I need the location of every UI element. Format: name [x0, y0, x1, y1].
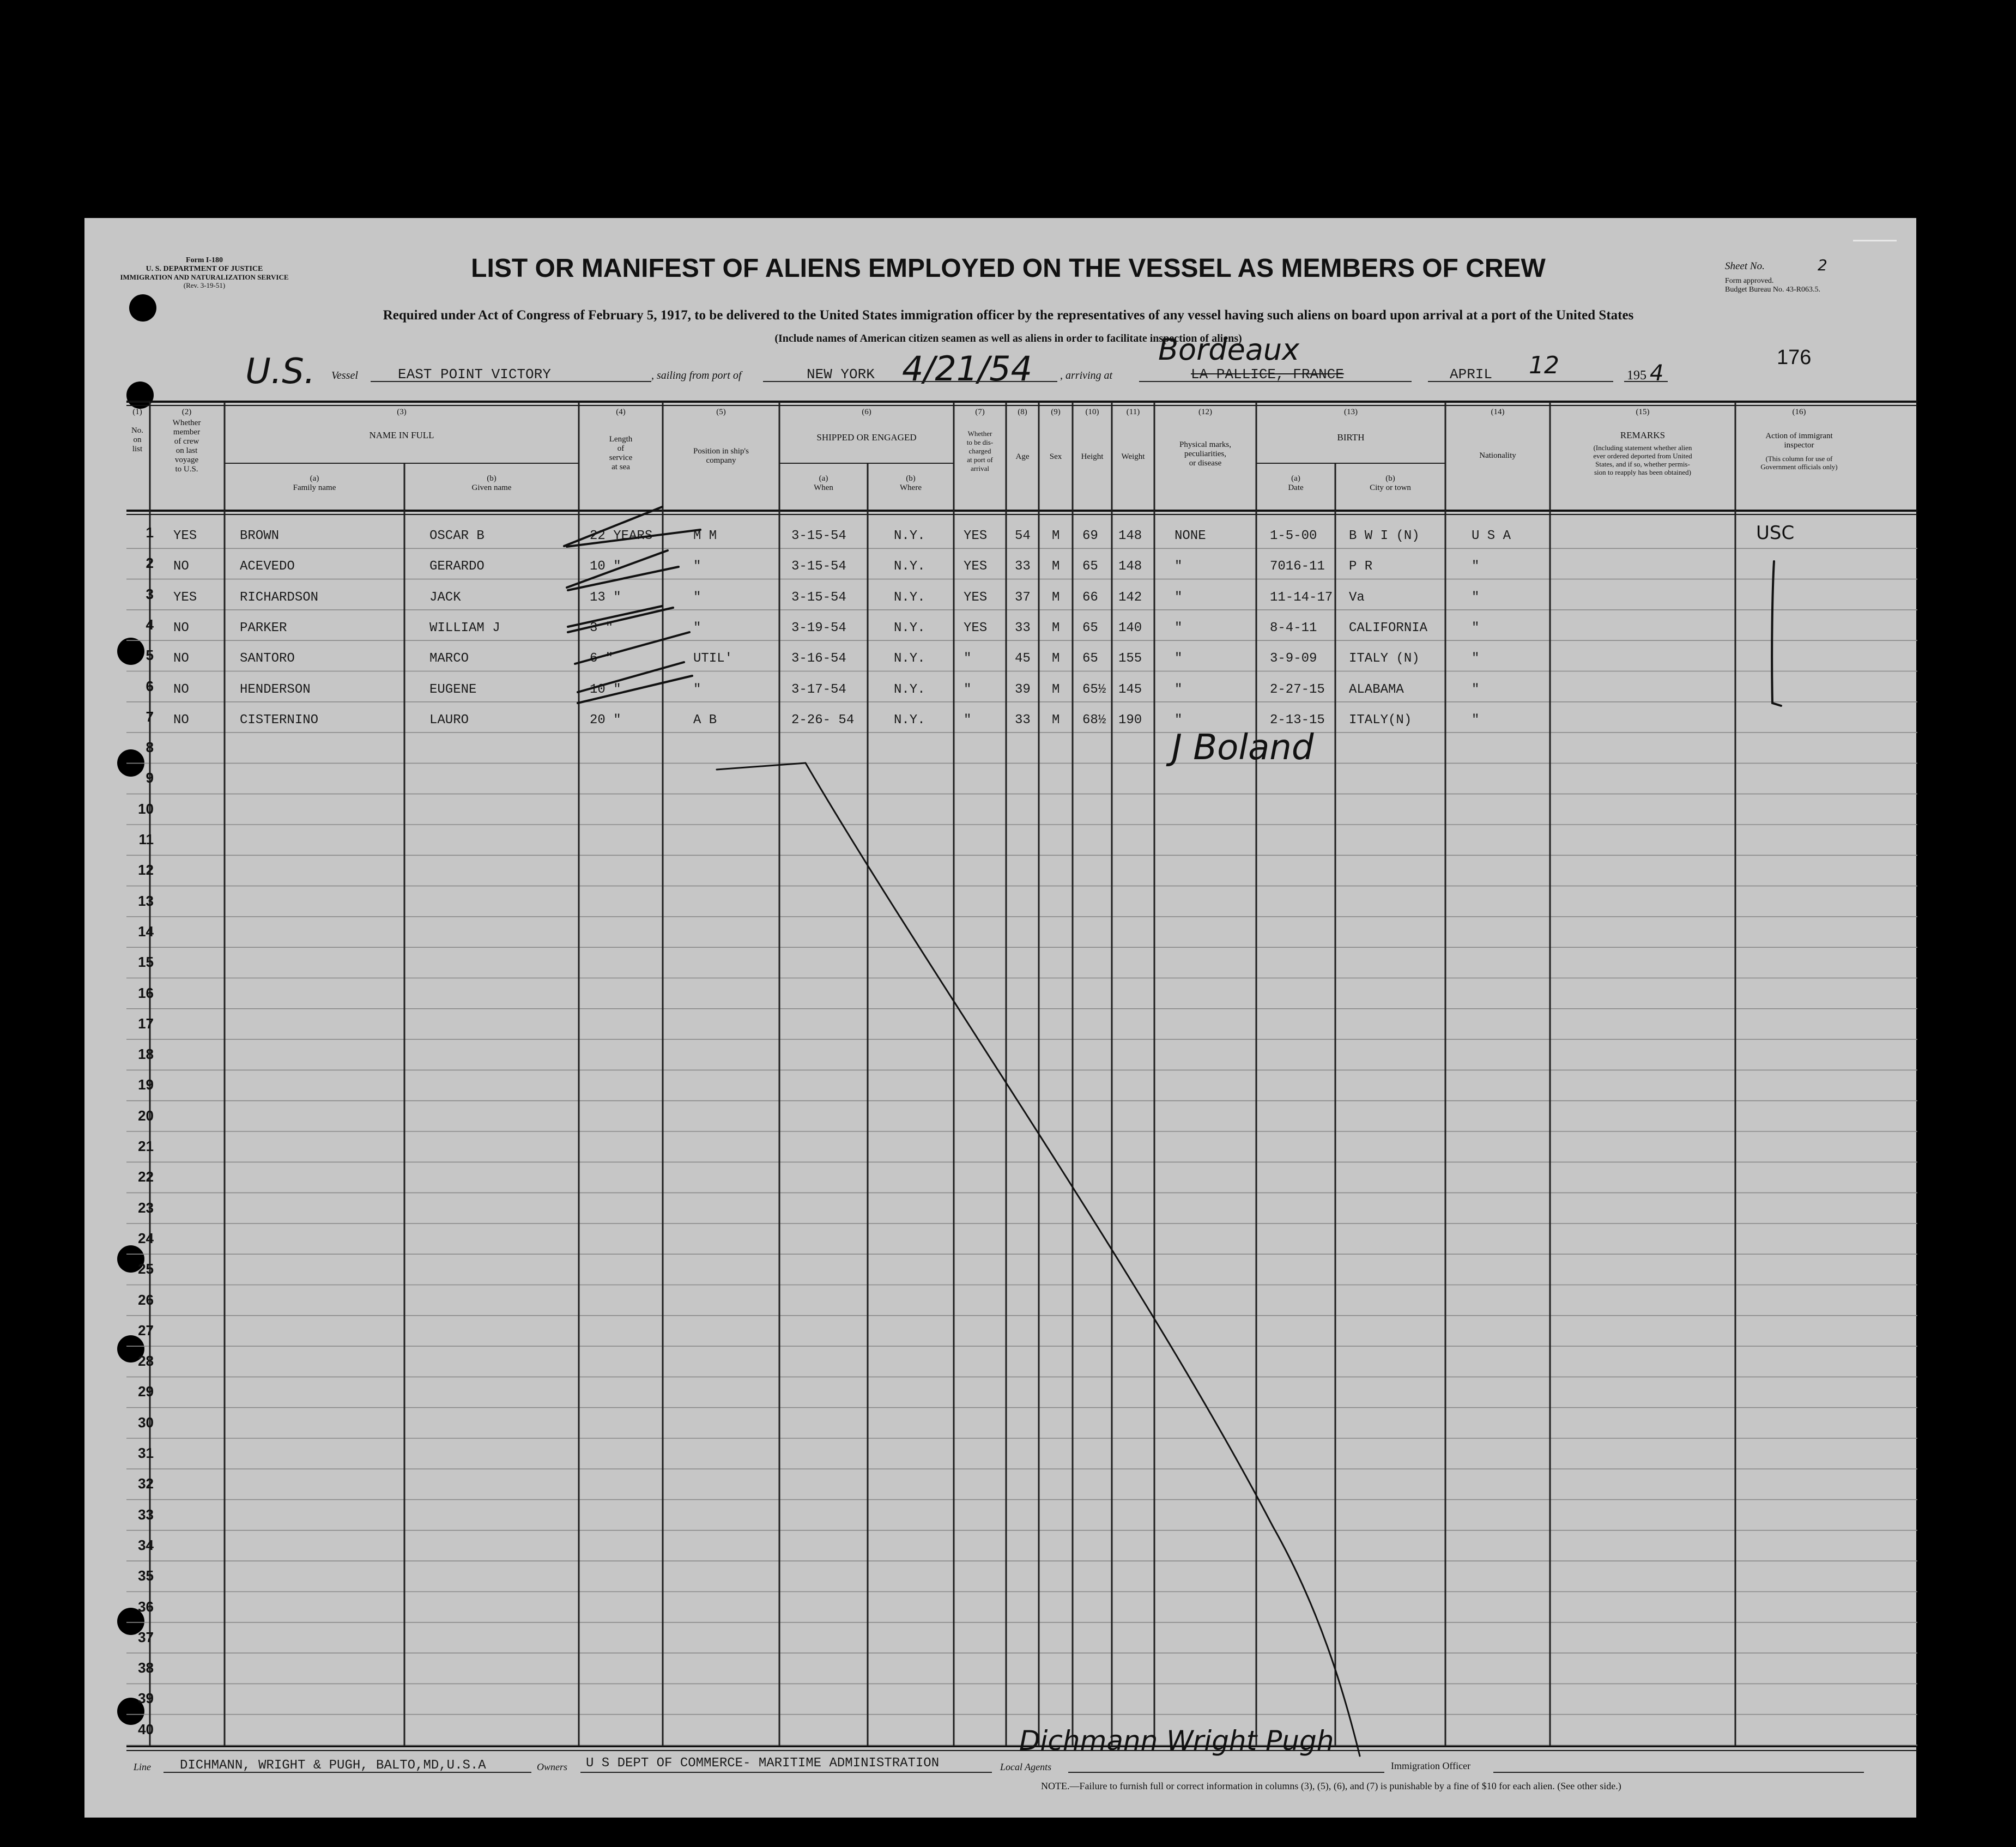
- col15-header: REMARKS: [1620, 430, 1666, 440]
- row-number: 38: [138, 1660, 154, 1676]
- arrival-port-struck: LA PALLICE, FRANCE: [1191, 366, 1344, 383]
- sheet-label: Sheet No.: [1725, 261, 1765, 272]
- birth-place: ITALY (N): [1349, 651, 1420, 667]
- physical-marks: ": [1175, 651, 1183, 667]
- discharge-at-port: YES: [964, 559, 988, 574]
- weight: 148: [1118, 529, 1142, 543]
- row-number: 18: [138, 1046, 154, 1063]
- ship-position: A B: [693, 712, 717, 728]
- col3a-header: (a) Family name: [293, 474, 336, 492]
- department-name: U. S. DEPARTMENT OF JUSTICE: [146, 265, 263, 273]
- row-number: 16: [138, 984, 154, 1001]
- shipped-where: N.Y.: [894, 712, 925, 728]
- birth-place: Va: [1349, 590, 1365, 605]
- birth-date: 2-27-15: [1270, 682, 1325, 697]
- row-number: 10: [138, 800, 154, 817]
- vessel-name: EAST POINT VICTORY: [398, 366, 551, 383]
- birth-place: B W I (N): [1349, 529, 1420, 543]
- sex: M: [1052, 559, 1060, 574]
- row-number: 11: [138, 831, 154, 847]
- row-number: 31: [138, 1445, 154, 1461]
- ship-position: ": [693, 682, 701, 697]
- physical-marks: ": [1175, 712, 1183, 728]
- col12-number: (12): [1198, 408, 1212, 416]
- shipped-when: 3-16-54: [791, 651, 846, 667]
- row-number: 14: [138, 923, 154, 940]
- col3-number: (3): [397, 408, 407, 416]
- year-digit: 4: [1650, 361, 1664, 386]
- row-number: 7: [146, 708, 154, 725]
- birth-date: 11-14-17: [1270, 590, 1333, 605]
- height: 69: [1082, 529, 1098, 543]
- col16-note: (This column for use of Government officials only): [1760, 455, 1838, 471]
- row-number: 2: [146, 555, 154, 572]
- agent-signature: Dichmann Wright Pugh: [1019, 1725, 1334, 1757]
- discharge-at-port: ": [964, 712, 972, 728]
- given-name: EUGENE: [429, 682, 477, 697]
- service-name: IMMIGRATION AND NATURALIZATION SERVICE: [120, 273, 289, 281]
- agents-label: Local Agents: [1000, 1761, 1052, 1772]
- penalty-note: NOTE.—Failure to furnish full or correct information in columns (3), (5), (6), and (7) is punishable by a fine of $10 for each alien. (See other side.): [1041, 1781, 1621, 1791]
- given-name: WILLIAM J: [429, 620, 500, 635]
- row-number: 30: [138, 1414, 154, 1431]
- previous-voyage: NO: [173, 712, 189, 728]
- ship-position: UTIL': [693, 651, 733, 667]
- col3-header: NAME IN FULL: [369, 430, 434, 440]
- col1-header: No. on list: [131, 426, 144, 453]
- col7-number: (7): [975, 408, 985, 416]
- row-number: 17: [138, 1015, 154, 1032]
- col8-header: Age: [1015, 452, 1030, 461]
- form-number: Form I-180: [185, 256, 223, 264]
- given-name: MARCO: [429, 651, 469, 667]
- col9-header: Sex: [1049, 452, 1062, 461]
- row-number: 32: [138, 1475, 154, 1492]
- weight: 148: [1118, 559, 1142, 574]
- row-number: 36: [138, 1598, 154, 1615]
- height: 65: [1082, 620, 1098, 635]
- physical-marks: ": [1175, 620, 1183, 635]
- physical-marks: ": [1175, 590, 1183, 605]
- birth-date: 3-9-09: [1270, 651, 1317, 667]
- birth-date: 2-13-15: [1270, 712, 1325, 728]
- previous-voyage: NO: [173, 620, 189, 635]
- shipped-where: N.Y.: [894, 620, 925, 635]
- sex: M: [1052, 682, 1060, 697]
- col9-number: (9): [1051, 408, 1061, 416]
- col7-header: Whether to be dis- charged at port of arrival: [966, 429, 994, 473]
- form-subtitle-note: (Include names of American citizen seamen as well as aliens in order to facilitate inspection of aliens): [774, 332, 1242, 344]
- col16-header: Action of immigrant inspector: [1765, 432, 1833, 450]
- arrival-day: 12: [1529, 352, 1559, 379]
- col3b-header: (b) Given name: [471, 474, 512, 492]
- row-number: 24: [138, 1230, 154, 1246]
- height: 65½: [1082, 682, 1106, 697]
- sex: M: [1052, 651, 1060, 667]
- row-number: 29: [138, 1383, 154, 1400]
- ship-position: ": [693, 590, 701, 605]
- vessel-flag-hand: U.S.: [245, 352, 316, 392]
- col5-number: (5): [716, 408, 726, 416]
- col5-header: Position in ship's company: [693, 447, 749, 465]
- sex: M: [1052, 620, 1060, 635]
- row-number: 3: [146, 585, 154, 602]
- boland-signature: J Boland: [1172, 728, 1314, 768]
- col16-number: (16): [1792, 408, 1806, 416]
- row-number: 8: [146, 739, 154, 756]
- row-number: 20: [138, 1107, 154, 1124]
- weight: 140: [1118, 620, 1142, 635]
- form-subtitle: Required under Act of Congress of February 5, 1917, to be delivered to the United States immigration officer by the representatives of any vessel having such aliens on board upon arrival at a port of the United States: [383, 308, 1634, 323]
- given-name: LAURO: [429, 712, 469, 728]
- shipped-where: N.Y.: [894, 590, 925, 605]
- col12-header: Physical marks, peculiarities, or disease: [1179, 440, 1231, 468]
- col11-number: (11): [1126, 408, 1140, 416]
- col14-number: (14): [1491, 408, 1505, 416]
- family-name: ACEVEDO: [240, 559, 295, 574]
- col15-number: (15): [1636, 408, 1650, 416]
- nationality: ": [1472, 620, 1480, 635]
- sex: M: [1052, 712, 1060, 728]
- family-name: SANTORO: [240, 651, 295, 667]
- nationality: ": [1472, 559, 1480, 574]
- physical-marks: ": [1175, 682, 1183, 697]
- sex: M: [1052, 590, 1060, 605]
- nationality: ": [1472, 712, 1480, 728]
- row-number: 6: [146, 677, 154, 694]
- age: 33: [1015, 712, 1031, 728]
- row-number: 21: [138, 1138, 154, 1154]
- nationality: ": [1472, 590, 1480, 605]
- line-label: Line: [134, 1761, 152, 1772]
- discharge-at-port: ": [964, 651, 972, 667]
- weight: 145: [1118, 682, 1142, 697]
- shipped-where: N.Y.: [894, 559, 925, 574]
- ship-position: ": [693, 620, 701, 635]
- row-number: 40: [138, 1721, 154, 1737]
- birth-date: 1-5-00: [1270, 529, 1317, 543]
- row-number: 9: [146, 770, 154, 786]
- age: 45: [1015, 651, 1031, 667]
- previous-voyage: YES: [173, 529, 197, 543]
- col13-number: (13): [1344, 408, 1358, 416]
- row-number: 37: [138, 1628, 154, 1645]
- row-number: 39: [138, 1690, 154, 1707]
- col6b-header: (b) Where: [900, 474, 922, 492]
- family-name: PARKER: [240, 620, 287, 635]
- col11-header: Weight: [1121, 452, 1145, 461]
- length-of-service: 22 YEARS: [590, 529, 653, 543]
- given-name: JACK: [429, 590, 461, 605]
- col13-header: BIRTH: [1337, 432, 1365, 443]
- shipped-when: 3-19-54: [791, 620, 846, 635]
- weight: 190: [1118, 712, 1142, 728]
- shipped-where: N.Y.: [894, 651, 925, 667]
- previous-voyage: YES: [173, 590, 197, 605]
- officer-label: Immigration Officer: [1391, 1760, 1471, 1771]
- length-of-service: 10 ": [590, 682, 621, 697]
- given-name: OSCAR B: [429, 529, 485, 543]
- nationality: U S A: [1472, 529, 1511, 543]
- birth-place: P R: [1349, 559, 1373, 574]
- row-number: 28: [138, 1353, 154, 1370]
- height: 68½: [1082, 712, 1106, 728]
- family-name: CISTERNINO: [240, 712, 319, 728]
- sailing-label: , sailing from port of: [651, 370, 742, 381]
- row-number: 15: [138, 954, 154, 971]
- discharge-at-port: YES: [964, 529, 988, 543]
- arrival-month: APRIL: [1450, 366, 1493, 383]
- height: 65: [1082, 559, 1098, 574]
- nationality: ": [1472, 682, 1480, 697]
- age: 39: [1015, 682, 1031, 697]
- row-number: 35: [138, 1567, 154, 1584]
- col8-number: (8): [1018, 408, 1027, 416]
- given-name: GERARDO: [429, 559, 485, 574]
- ship-position: ": [693, 559, 701, 574]
- col10-header: Height: [1081, 452, 1104, 461]
- discharge-at-port: YES: [964, 590, 988, 605]
- shipped-when: 3-15-54: [791, 529, 846, 543]
- shipped-when: 3-17-54: [791, 682, 846, 697]
- row-number: 22: [138, 1168, 154, 1185]
- year-prefix: 195: [1627, 368, 1646, 383]
- age: 37: [1015, 590, 1031, 605]
- sailing-date: 4/21/54: [902, 349, 1033, 389]
- page-number: 176: [1777, 346, 1812, 369]
- shipped-where: N.Y.: [894, 682, 925, 697]
- sex: M: [1052, 529, 1060, 543]
- previous-voyage: NO: [173, 682, 189, 697]
- shipped-when: 3-15-54: [791, 559, 846, 574]
- birth-place: CALIFORNIA: [1349, 620, 1428, 635]
- family-name: RICHARDSON: [240, 590, 319, 605]
- col4-header: Length of service at sea: [609, 435, 633, 471]
- col13a-header: (a) Date: [1288, 474, 1304, 492]
- row-number: 4: [146, 616, 154, 633]
- length-of-service: 3 ": [590, 620, 614, 635]
- arriving-label: , arriving at: [1060, 370, 1113, 381]
- sheet-number: 2: [1818, 256, 1827, 274]
- sailing-port: NEW YORK: [807, 366, 875, 383]
- col10-number: (10): [1085, 408, 1099, 416]
- birth-place: ALABAMA: [1349, 682, 1404, 697]
- physical-marks: ": [1175, 559, 1183, 574]
- birth-date: 8-4-11: [1270, 620, 1317, 635]
- row-number: 26: [138, 1291, 154, 1308]
- col13b-header: (b) City or town: [1370, 474, 1411, 492]
- vessel-label: Vessel: [331, 370, 358, 381]
- line-name: DICHMANN, WRIGHT & PUGH, BALTO,MD,U.S.A: [180, 1758, 486, 1773]
- col4-number: (4): [616, 408, 626, 416]
- nationality: ": [1472, 651, 1480, 667]
- birth-place: ITALY(N): [1349, 712, 1412, 728]
- length-of-service: 20 ": [590, 712, 621, 728]
- shipped-where: N.Y.: [894, 529, 925, 543]
- family-name: HENDERSON: [240, 682, 311, 697]
- col14-header: Nationality: [1479, 451, 1516, 460]
- row-number: 27: [138, 1322, 154, 1339]
- row-number: 19: [138, 1076, 154, 1093]
- row-number: 1: [146, 524, 154, 541]
- birth-date: 7016-11: [1270, 559, 1325, 574]
- row-number: 13: [138, 892, 154, 909]
- inspector-mark: USC: [1756, 522, 1795, 544]
- physical-marks: NONE: [1175, 529, 1206, 543]
- row-number: 25: [138, 1261, 154, 1277]
- height: 65: [1082, 651, 1098, 667]
- ship-position: M M: [693, 529, 717, 543]
- owners-label: Owners: [537, 1761, 568, 1772]
- row-number: 5: [146, 647, 154, 664]
- col6-header: SHIPPED OR ENGAGED: [816, 432, 917, 443]
- length-of-service: 13 ": [590, 590, 621, 605]
- row-number: 12: [138, 862, 154, 879]
- arrival-port-hand: Bordeaux: [1158, 332, 1300, 367]
- length-of-service: 6 ": [590, 651, 614, 667]
- weight: 155: [1118, 651, 1142, 667]
- col2-number: (2): [181, 408, 192, 416]
- age: 33: [1015, 620, 1031, 635]
- col2-header: Whether member of crew on last voyage to U.S.: [172, 419, 201, 474]
- budget-approval: Form approved. Budget Bureau No. 43-R063.5.: [1725, 277, 1820, 294]
- discharge-at-port: ": [964, 682, 972, 697]
- row-number: 33: [138, 1506, 154, 1523]
- height: 66: [1082, 590, 1098, 605]
- row-number: 23: [138, 1199, 154, 1216]
- previous-voyage: NO: [173, 559, 189, 574]
- row-number: 34: [138, 1536, 154, 1553]
- previous-voyage: NO: [173, 651, 189, 667]
- form-revision: (Rev. 3-19-51): [183, 281, 226, 289]
- shipped-when: 3-15-54: [791, 590, 846, 605]
- form-title: LIST OR MANIFEST OF ALIENS EMPLOYED ON THE VESSEL AS MEMBERS OF CREW: [471, 254, 1546, 283]
- age: 33: [1015, 559, 1031, 574]
- col6a-header: (a) When: [814, 474, 833, 492]
- family-name: BROWN: [240, 529, 280, 543]
- length-of-service: 10 ": [590, 559, 621, 574]
- shipped-when: 2-26- 54: [791, 712, 855, 728]
- discharge-at-port: YES: [964, 620, 988, 635]
- age: 54: [1015, 529, 1031, 543]
- owners-name: U S DEPT OF COMMERCE- MARITIME ADMINISTRATION: [586, 1756, 940, 1771]
- col15-note: (Including statement whether alien ever ordered deported from United States, and if so, whether permis- sion to reapply has been obtained): [1593, 444, 1692, 476]
- col6-number: (6): [862, 408, 871, 416]
- col1-number: (1): [132, 408, 142, 416]
- weight: 142: [1118, 590, 1142, 605]
